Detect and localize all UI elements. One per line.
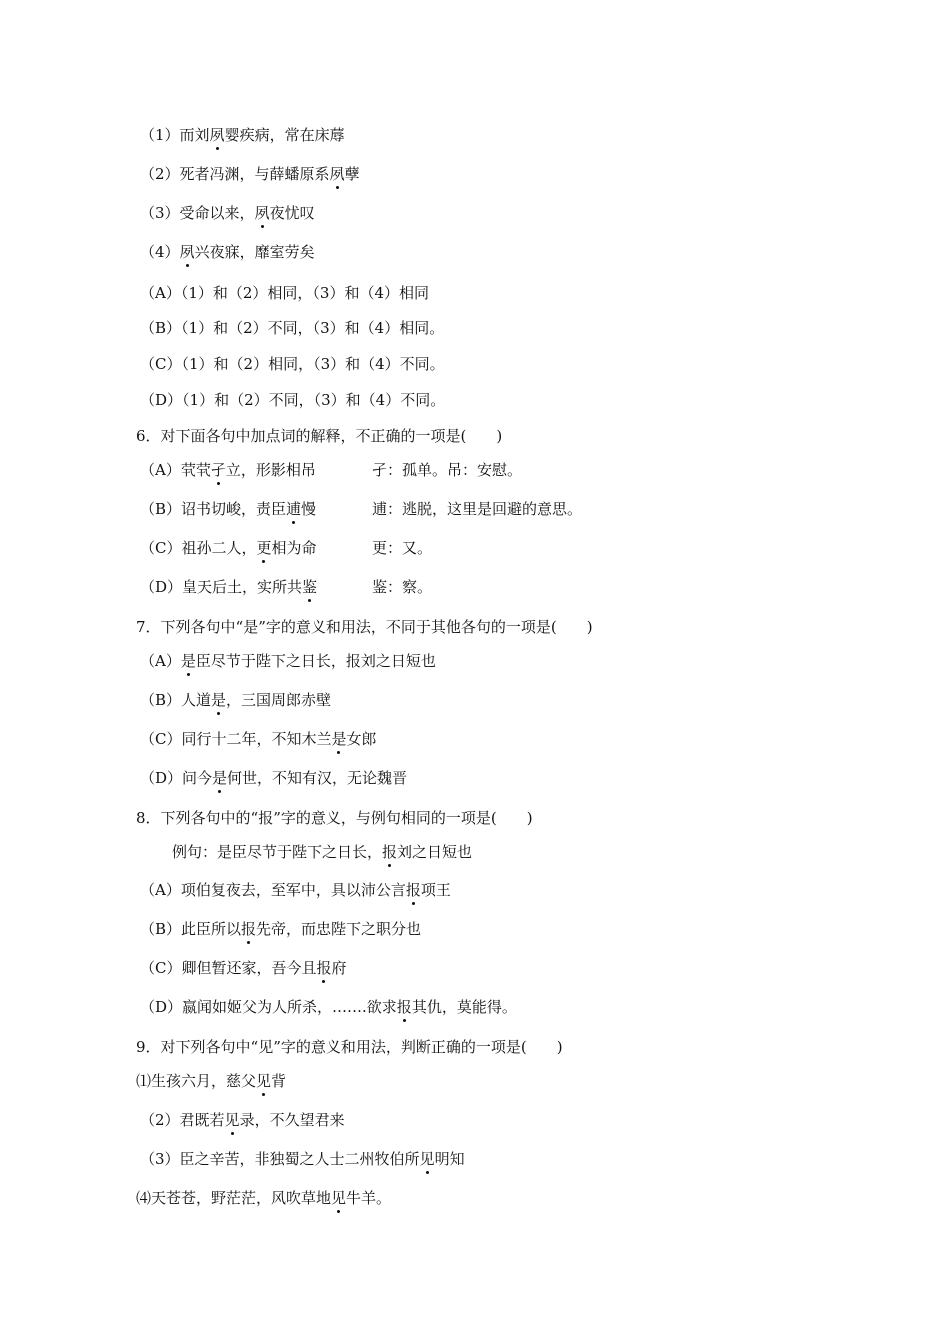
q5-option-c: （C）（1）和（2）相同，（3）和（4）不同。 (140, 355, 445, 373)
emphasis-char: 见 (224, 1111, 240, 1129)
q7-stem: 7．下列各句中“是”字的意义和用法，不同于其他各句的一项是( ) (136, 618, 593, 636)
q6-stem: 6．对下面各句中加点词的解释，不正确的一项是( ) (136, 427, 503, 445)
emphasis-char: 夙 (209, 126, 225, 144)
q5-item-1: （1）而刘夙婴疾病，常在床蓐 (140, 126, 345, 144)
emphasis-char: 报 (382, 843, 398, 861)
q5-item-4: （4）夙兴夜寐，靡室劳矣 (140, 243, 315, 261)
emphasis-char: 孑 (210, 461, 226, 479)
q6-option-b: （B）诏书切峻，责臣逋慢 (140, 500, 317, 518)
q8-option-c: （C）卿但暂还家，吾今且报府 (140, 959, 347, 977)
emphasis-char: 报 (316, 959, 332, 977)
emphasis-char: 是 (180, 652, 196, 670)
emphasis-char: 夙 (179, 243, 195, 261)
q6-option-d: （D）皇天后土，实所共鉴 (140, 578, 318, 596)
q5-option-d: （D）（1）和（2）不同，（3）和（4）不同。 (140, 391, 446, 409)
q6-gloss-c: 更：又。 (372, 539, 433, 557)
emphasis-char: 逋 (286, 500, 302, 518)
q8-stem: 8．下列各句中的“报”字的意义，与例句相同的一项是( ) (136, 809, 533, 827)
q8-option-a: （A）项伯复夜去，至军中，具以沛公言报项王 (140, 881, 451, 899)
q7-option-b: （B）人道是，三国周郎赤壁 (140, 691, 332, 709)
q9-item-4: ⑷天苍苍，野茫茫，风吹草地见牛羊。 (136, 1189, 392, 1207)
q8-option-b: （B）此臣所以报先帝，而忠陛下之职分也 (140, 920, 422, 938)
emphasis-char: 是 (212, 769, 228, 787)
q9-item-2: （2）君既若见录，不久望君来 (140, 1111, 345, 1129)
q5-item-2: （2）死者冯渊，与薛蟠原系夙孽 (140, 165, 360, 183)
q8-example: 例句：是臣尽节于陛下之日长，报刘之日短也 (172, 843, 473, 861)
q9-stem: 9．对下列各句中“见”字的意义和用法，判断正确的一项是( ) (136, 1038, 563, 1056)
q9-item-3: （3）臣之辛苦，非独蜀之人士二州牧伯所见明知 (140, 1150, 465, 1168)
q5-item-3: （3）受命以来，夙夜忧叹 (140, 204, 315, 222)
emphasis-char: 是 (211, 691, 227, 709)
q9-item-1: ⑴生孩六月，慈父见背 (136, 1072, 287, 1090)
emphasis-char: 见 (256, 1072, 272, 1090)
emphasis-char: 夙 (254, 204, 270, 222)
emphasis-char: 更 (256, 539, 272, 557)
emphasis-char: 见 (419, 1150, 435, 1168)
q6-option-a: （A）茕茕孑立，形影相吊 (140, 461, 316, 479)
emphasis-char: 报 (405, 881, 421, 899)
q7-option-d: （D）问今是何世，不知有汉，无论魏晋 (140, 769, 408, 787)
emphasis-char: 见 (331, 1189, 347, 1207)
q5-option-a: （A）（1）和（2）相同，（3）和（4）相同 (140, 284, 430, 302)
emphasis-char: 报 (396, 998, 412, 1016)
q8-option-d: （D）嬴闻如姬父为人所杀，…….欲求报其仇，莫能得。 (140, 998, 517, 1016)
q6-gloss-a: 孑：孤单。吊：安慰。 (372, 461, 523, 479)
q6-gloss-d: 鉴：察。 (372, 578, 433, 596)
q6-gloss-b: 逋：逃脱，这里是回避的意思。 (372, 500, 583, 518)
emphasis-char: 报 (241, 920, 257, 938)
q6-option-c: （C）祖孙二人，更相为命 (140, 539, 317, 557)
emphasis-char: 夙 (329, 165, 345, 183)
q5-option-b: （B）（1）和（2）不同，（3）和（4）相同。 (140, 319, 445, 337)
emphasis-char: 鉴 (302, 578, 318, 596)
emphasis-char: 是 (331, 730, 347, 748)
q7-option-c: （C）同行十二年，不知木兰是女郎 (140, 730, 377, 748)
q7-option-a: （A）是臣尽节于陛下之日长，报刘之日短也 (140, 652, 436, 670)
